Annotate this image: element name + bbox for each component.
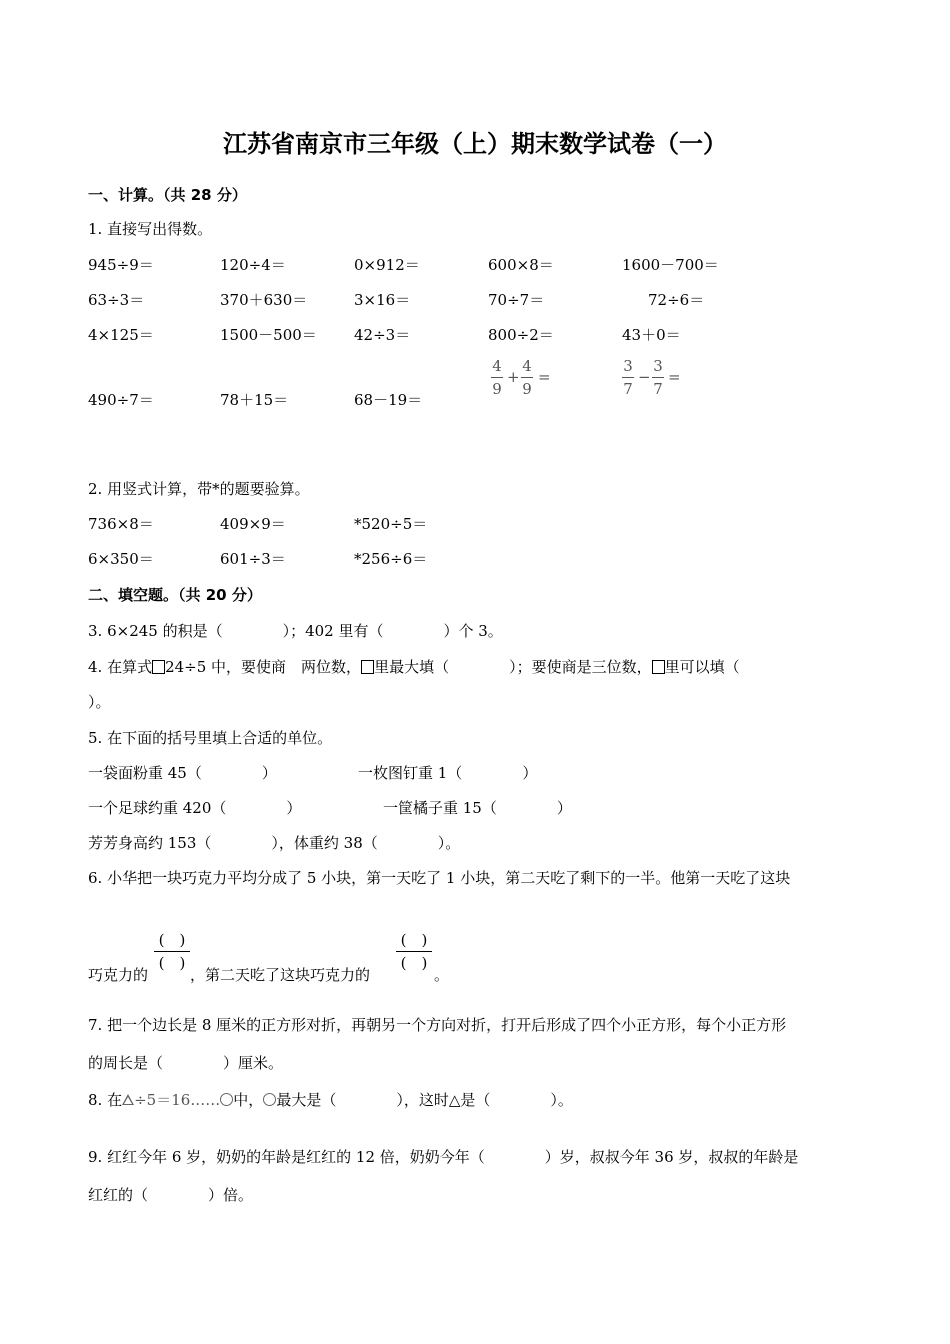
- calc-item: 70÷7＝: [488, 291, 545, 309]
- q8-text: 最大是（ ），这时△是（ ）。: [276, 1091, 573, 1109]
- calc-item: 1600－700＝: [622, 256, 719, 274]
- q9-line1: 9. 红红今年 6 岁，奶奶的年龄是红红的 12 倍，奶奶今年（ ）岁，叔叔今年 36 岁，叔叔的年龄是: [88, 1148, 799, 1166]
- q8: [88, 1089, 573, 1110]
- minus-sign: −: [638, 368, 651, 386]
- calc-item: 120÷4＝: [220, 256, 286, 274]
- section2-heading: 二、填空题。（共 20 分）: [88, 586, 262, 604]
- calc-item: 600×8＝: [488, 256, 554, 274]
- calc-item: 800÷2＝: [488, 326, 554, 344]
- q4-line2: ）。: [88, 693, 111, 711]
- q4-text: 24÷5 中，要使商 两位数，: [165, 658, 362, 676]
- q2-label: 2. 用竖式计算，带*的题要验算。: [88, 480, 310, 498]
- q9-line2: 红红的（ ）倍。: [88, 1186, 254, 1204]
- calc-item: 370＋630＝: [220, 291, 308, 309]
- plus-sign: +: [507, 368, 520, 386]
- q8-expression: ÷5＝16……: [134, 1091, 221, 1109]
- calc-item: 1500－500＝: [220, 326, 317, 344]
- fraction: 4 9: [492, 357, 502, 398]
- circle-icon: [263, 1093, 276, 1106]
- calc-item: 78＋15＝: [220, 391, 289, 409]
- calc-item: *520÷5＝: [354, 515, 428, 533]
- page-title: 江苏省南京市三年级（上）期末数学试卷（一）: [223, 130, 727, 158]
- calc-item: *256÷6＝: [354, 550, 428, 568]
- fraction-blank: ( ) ( ): [154, 931, 190, 972]
- triangle-icon: [122, 1094, 134, 1105]
- q5-label: 5. 在下面的括号里填上合适的单位。: [88, 729, 333, 747]
- q3: 3. 6×245 的积是（ ）；402 里有（ ）个 3。: [88, 622, 503, 640]
- box-icon: [361, 660, 374, 674]
- q6-text: 巧克力的: [88, 966, 149, 984]
- fraction: 4 9: [522, 357, 532, 398]
- calc-item: 0×912＝: [354, 256, 420, 274]
- calc-item: 736×8＝: [88, 515, 154, 533]
- calc-item: 63÷3＝: [88, 291, 145, 309]
- q4-text: 里最大填（ ）；要使商是三位数，: [374, 658, 652, 676]
- q8-text: 中，: [233, 1091, 264, 1109]
- calc-item: 6×350＝: [88, 550, 154, 568]
- calc-item: 3×16＝: [354, 291, 411, 309]
- calc-item: 4×125＝: [88, 326, 154, 344]
- equals-sign: =: [668, 368, 681, 386]
- q5-item: 一枚图钉重 1（ ）: [358, 764, 538, 782]
- circle-icon: [220, 1093, 233, 1106]
- section1-heading: 一、计算。（共 28 分）: [88, 186, 247, 204]
- calc-item: 490÷7＝: [88, 391, 154, 409]
- box-icon: [652, 660, 665, 674]
- q5-item: 一袋面粉重 45（ ）: [88, 764, 277, 782]
- q8-text: 8. 在: [88, 1091, 123, 1109]
- fraction: 3 7: [623, 357, 633, 398]
- calc-item: 409×9＝: [220, 515, 286, 533]
- calc-item: 42÷3＝: [354, 326, 411, 344]
- q6-line1: 6. 小华把一块巧克力平均分成了 5 小块，第一天吃了 1 小块，第二天吃了剩下的一半。他第一天吃了这块: [88, 869, 791, 887]
- calc-item: 72÷6＝: [648, 291, 705, 309]
- fraction: 3 7: [653, 357, 663, 398]
- calc-item: 68－19＝: [354, 391, 423, 409]
- equals-sign: =: [538, 368, 551, 386]
- calc-item: 945÷9＝: [88, 256, 154, 274]
- q5-item: 一个足球约重 420（ ）: [88, 799, 302, 817]
- q6-text: ，第二天吃了这块巧克力的: [190, 966, 371, 984]
- q7-line1: 7. 把一个边长是 8 厘米的正方形对折，再朝另一个方向对折，打开后形成了四个小正方形，每个小正方形: [88, 1016, 787, 1034]
- box-icon: [152, 660, 165, 674]
- q1-label: 1. 直接写出得数。: [88, 220, 213, 238]
- q7-line2: 的周长是（ ）厘米。: [88, 1054, 284, 1072]
- q5-item: 芳芳身高约 153（ ），体重约 38（ ）。: [88, 834, 461, 852]
- q4-line1: [88, 656, 740, 677]
- calc-item: 43＋0＝: [622, 326, 681, 344]
- q4-text: 4. 在算式: [88, 658, 153, 676]
- q4-text: 里可以填（: [664, 658, 740, 676]
- fraction-blank: ( ) ( ): [396, 931, 432, 972]
- q6-text: 。: [434, 966, 450, 984]
- calc-item: 601÷3＝: [220, 550, 286, 568]
- q5-item: 一筐橘子重 15（ ）: [383, 799, 572, 817]
